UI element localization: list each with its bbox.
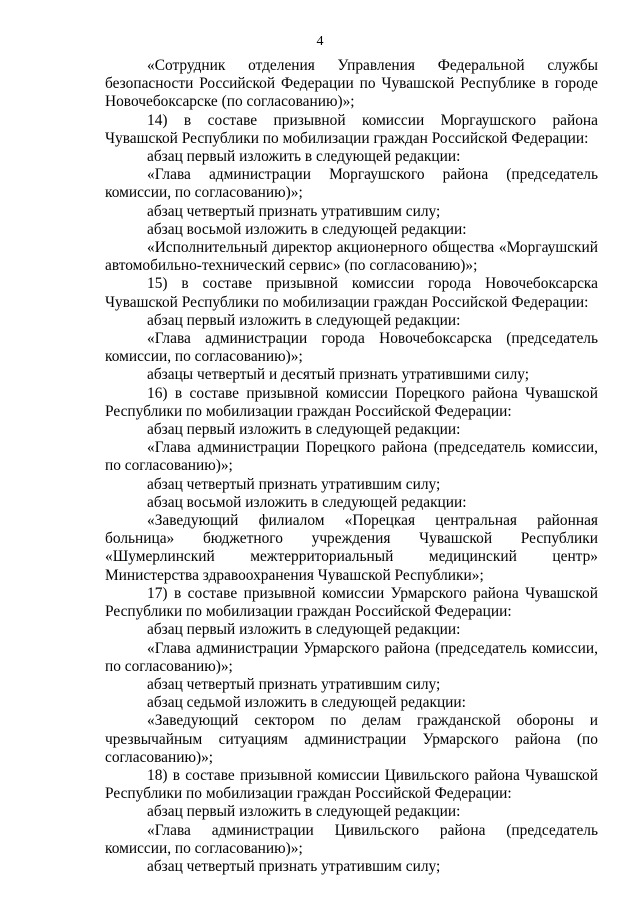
paragraph: абзац первый изложить в следующей редакции: [147,148,461,166]
paragraph: абзац четвертый признать утратившим силу; [147,475,441,493]
paragraph: «Глава администрации Урмарского района (председатель комиссии, по согласованию)»; [105,639,598,675]
paragraph: «Исполнительный директор акционерного общества «Моргаушский автомобильно-технический сервис» (по согласованию)»; [105,239,598,275]
paragraph: 18) в составе призывной комиссии Цивильского района Чувашской Республики по мобилизации граждан Российской Федерации: [105,766,598,803]
document-body [105,57,598,876]
page-number: 4 [316,34,324,49]
paragraph: «Глава администрации города Новочебоксарска (председатель комиссии, по согласованию)»; [105,330,598,366]
paragraph: абзац первый изложить в следующей редакции: [147,421,461,439]
paragraph: абзацы четвертый и десятый признать утратившими силу; [147,366,530,384]
paragraph: абзац первый изложить в следующей редакции: [147,311,461,329]
paragraph: абзац четвертый признать утратившим силу; [147,202,441,220]
paragraph: абзац восьмой изложить в следующей редакции: [147,493,467,511]
paragraph: абзац первый изложить в следующей редакции: [147,621,461,639]
paragraph: абзац четвертый признать утратившим силу; [147,857,441,875]
paragraph: 15) в составе призывной комиссии города Новочебоксарска Чувашской Республики по мобилизации граждан Российской Федерации: [105,275,598,311]
paragraph: «Глава администрации Порецкого района (председатель комиссии, по согласованию)»; [105,439,598,475]
paragraph: «Заведующий сектором по делам гражданской обороны и чрезвычайным ситуациям администрации Урмарского района (по согласованию)»; [105,712,598,766]
paragraph: 17) в составе призывной комиссии Урмарского района Чувашской Республики по мобилизации граждан Российской Федерации: [105,584,598,621]
paragraph: «Заведующий филиалом «Порецкая центральная районная больница» бюджетного учреждения Чувашской Республики «Шумерлинский межтерриториальный медицинский центр» Министерства здравоохранения Чувашской Республики»; [105,512,598,584]
paragraph: «Глава администрации Моргаушского района (председатель комиссии, по согласованию)»; [105,166,598,202]
paragraph: «Сотрудник отделения Управления Федеральной службы безопасности Российской Федерации по Чувашской Республике в городе Новочебоксарске (по согласованию)»; [105,57,598,111]
paragraph: 14) в составе призывной комиссии Моргаушского района Чувашской Республики по мобилизации граждан Российской Федерации: [105,111,598,147]
paragraph: абзац восьмой изложить в следующей редакции: [147,220,467,238]
paragraph: абзац первый изложить в следующей редакции: [147,803,461,821]
paragraph: 16) в составе призывной комиссии Порецкого района Чувашской Республики по мобилизации граждан Российской Федерации: [105,384,598,420]
paragraph: «Глава администрации Цивильского района (председатель комиссии, по согласованию)»; [105,821,598,857]
paragraph: абзац седьмой изложить в следующей редакции: [147,694,466,712]
paragraph: абзац четвертый признать утратившим силу; [147,675,441,693]
